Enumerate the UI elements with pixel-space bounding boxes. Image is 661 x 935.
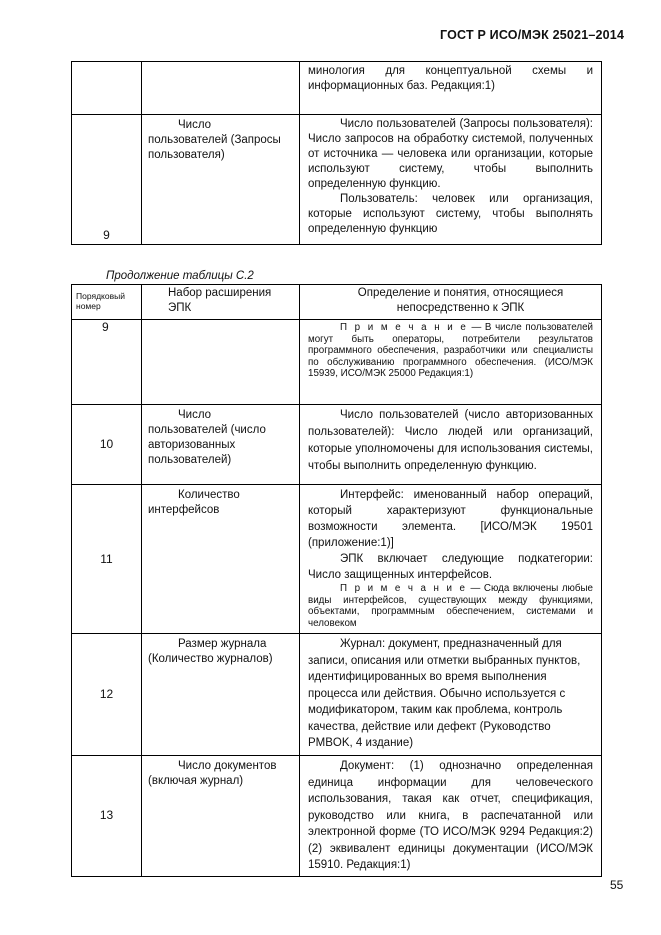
row-number: 13 (72, 756, 142, 877)
definition-text: Интерфейс: именованный набор операций, который характеризуют функциональные возможности элемента. [ИСО/МЭК 19501 (приложение:1)] (308, 489, 593, 549)
definition-text: минология для концептуальной схемы и информационных баз. Редакция:1) (308, 65, 593, 92)
definition-cell (300, 62, 602, 115)
definition-cell (300, 634, 602, 756)
row-name: Число документов (включая журнал) (142, 756, 300, 877)
table-row (72, 485, 602, 634)
table-row (72, 62, 602, 115)
name-cell (142, 62, 300, 115)
row-number: 9 (72, 320, 142, 405)
table-header-row (72, 285, 602, 320)
page-number: 55 (610, 878, 624, 892)
definition-cell (300, 115, 602, 245)
definition-text: ЭПК включает следующие подкатегории: Число защищенных интерфейсов. (308, 553, 593, 581)
table-row (72, 115, 602, 245)
table-row (72, 405, 602, 485)
definition-text: Пользователь: человек или организация, которые используют систему, чтобы выполнять определенную функцию (308, 193, 593, 235)
header-number: Порядковый номер (72, 285, 142, 320)
note-label: П р и м е ч а н и е (340, 583, 467, 594)
row-number: 12 (72, 634, 142, 756)
definition-text: Число пользователей (Запросы пользователя): Число запросов на обработку системой, полученных от источника — человека или организации, которые используют систему, чтобы выполнить определенную функцию. (308, 118, 593, 190)
definition-text: Журнал: документ, предназначенный для записи, описания или отметки выбранных пунктов, идентифицированных во время выполнения процесса или действия. Обычно используется с модификатором, таким как проблема, контроль качества, действие или дефект (Руководство PMBOK, 4 издание) (308, 638, 581, 749)
number-cell (72, 62, 142, 115)
table-top-continued (71, 61, 602, 245)
row-number: 10 (72, 405, 142, 485)
definition-cell (300, 756, 602, 877)
note-text (308, 322, 593, 380)
row-name: Количество интерфейсов (142, 485, 300, 634)
table-main (71, 284, 602, 877)
row-name: Число пользователей (Запросы пользователя) (142, 115, 300, 245)
row-name (142, 320, 300, 405)
definition-cell (300, 485, 602, 634)
row-number: 11 (72, 485, 142, 634)
note-label: П р и м е ч а н и е (340, 322, 468, 333)
document-header: ГОСТ Р ИСО/МЭК 25021–2014 (440, 28, 625, 42)
table-row (72, 320, 602, 405)
row-number: 9 (72, 115, 142, 245)
note-body: — Сюда включены любые виды интерфейсов, существующих между функциями, объектами, программным обеспечением, системами и человеком (308, 583, 593, 629)
note-body: — В числе пользователей могут быть операторы, потребители результатов программного обеспечения, разработчики или специалисты по обслуживанию программного обеспечения. (ИСО/МЭК 15939, ИСО/МЭК 25000 Редакция:1) (308, 322, 594, 379)
table-caption: Продолжение таблицы С.2 (106, 270, 254, 282)
table-row (72, 634, 602, 756)
note-text (308, 583, 593, 629)
definition-text: Число пользователей (число авторизованных пользователей): Число людей или организаций, которые уполномочены для использования системы, чтобы выполнить определенную функцию. (308, 409, 593, 472)
row-name: Размер журнала (Количество журналов) (142, 634, 300, 756)
table-row (72, 756, 602, 877)
header-definition: Определение и понятия, относящиеся непосредственно к ЭПК (300, 285, 602, 320)
definition-text: Документ: (1) однозначно определенная единица информации для человеческого использования, такая как отчет, спецификация, руководство или книга, в распечатанной или электронной форме (ТО ИСО/МЭК 9294 Редакция:2) (2) эквивалент единицы документации (ИСО/МЭК 15910. Редакция:1) (308, 760, 593, 871)
header-name: Набор расширения ЭПК (142, 285, 300, 320)
definition-cell (300, 405, 602, 485)
row-name: Число пользователей (число авторизованных пользователей) (142, 405, 300, 485)
definition-cell (300, 320, 602, 405)
